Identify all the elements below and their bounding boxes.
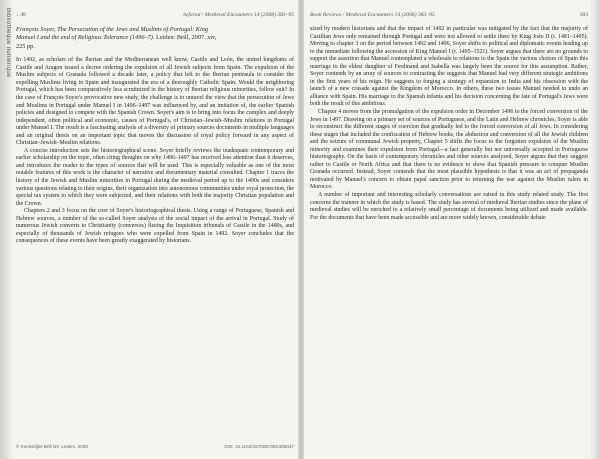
right-page <box>310 12 588 452</box>
review-author: François Soyer, <box>16 26 56 33</box>
paragraph: Chapter 4 moves from the promulgation of the expulsion order in December 1496 to the forced conversion of the Jews in 1497. Drawing on a primary set of sources of Portuguese, and the Latin and Hebrew chronicles, Soyer is able to reconstruct the different stages of coercion that gradually led to the forced conversion of all Jews. In considering these stages that included the confiscation of Hebrew books, the abduction and conversion of all the Jewish children and the seizure of communal Jewish property, Chapter 5 shifts the focus to the forgotten expulsion of the Muslim minority and examines their expulsion from Portugal—a fact generally but not universally accepted in Portuguese historiography. On the basis of contemporary chronicles and other sources analyzed, Soyer argues that they suggest rather to Castile or North Africa and that there is no evidence to show that Spanish pressure to conquer Muslim Granada occurred. Instead, Soyer contends that the most plausible hypothesis is that it was an act of propaganda motivated by Manuel's concern to obtain papal sanction prior to returning the war against the Muslim rulers in Morocco. <box>310 109 588 191</box>
running-head-right <box>310 12 588 22</box>
paragraph: Chapters 2 and 3 focus on the core of Soyer's historiographical thesis. Using a range of Portuguese, Spanish and Hebrew sources, a number of the so-called Soyer analysts of the social impact of the arrival in Portugal. Study of numerous Jewish converts to Christianity (conversos) fleeing the Inquisition tribunals of Castile in the 1480s, and especially of thousands of Jewish refugees who were expelled from Spain in 1492. Soyer concludes that the consequences of these events have been greatly exaggerated by historians. <box>16 208 294 245</box>
review-pages: xiv, 225 pp. <box>16 34 217 50</box>
paragraph: A number of important and interesting scholarly conversations are raised in this study related study. The first concerns the manner in which the study is based. The study has several of medieval Iberian studies since the plane of medieval studies will be enriched to a relatively small percentage of documents being utilized and made available. For the documents that have been made accessible and are more widely known, considerable debate <box>310 192 588 221</box>
spine-label: Bibliothèque numérique <box>5 8 11 78</box>
page-footer-left <box>16 444 294 452</box>
left-page <box>16 12 294 452</box>
page-number: ↓ 48 <box>16 12 26 18</box>
book-gutter <box>298 0 304 459</box>
doi-label: DOI: 10.1163/157006708X366047 <box>224 444 294 449</box>
paragraph: sized by modern historians and that the impact of 1492 in particular was mitigated by the fact that the majority of Castilian Jews only remained through Portugal and were not allowed to settle there by King João II (r. 1481–1495). Moving to chapter 3 on the period between 1492 and 1496, Soyer shifts to political and diplomatic events leading up to the immediate following the accession of King Manuel I (r. 1495–1521). Soyer argues that there are no grounds to support the assertion that Manuel contemplated a wholesale to relations to the Spain the various choices of Spain this marriage to the eldest daughter of Ferdinand and Isabella was largely been the source for this assumption. Rather, Soyer contends by an array of sources to contrasting the suggests that Manuel had very different strategic ambitions in the first years of his reign. He suggests to forging a strategy of expansion to India and his obsession with the launch of a new crusade against the Kingdom of Morocco. In others, these two issues Manuel needed to undo an alliance with Spain. His marriage to the Spanish infanta and his decision concerning the fate of Portugal's Jews were both the result of this ambitious. <box>310 26 588 108</box>
paragraph: A concise introduction sets the historiographical scene. Soyer briefly reviews the inadequate contemporary and earlier scholarship on the topic, often citing thoughts on why 1496–1497 has received less attention than it deserves, and introduces the reader to the types of sources that will be used. This is especially valuable as one of the most notable features of this work is the character of narrative and documentary material consulted. Chapter 1 traces the history of the Jewish and Muslim minorities in Portugal during the medieval period up to the 1490s and considers various questions relating to their origins, their organization into autonomous communities under royal protection, the special tax system to which they were subjected, and their relations with both the majority Christian population and the Crown. <box>16 147 294 207</box>
page-edge-right <box>590 0 600 459</box>
review-publisher: Leiden: Brill, 2007. <box>156 34 206 42</box>
running-head-title: Book Reviews / Medieval Encounters 14 (2008) 383–95 <box>310 12 435 18</box>
running-head-title: Sefarad / Medieval Encounters 14 (2008) 383–95 <box>183 12 294 18</box>
review-citation <box>16 26 226 51</box>
page-number: 383 <box>579 12 588 18</box>
review-book-title: The Persecution of the Jews and Muslims of Portugal: King Manuel I and the end of Religious Tolerance (1496–7). <box>16 26 209 42</box>
paragraph: In 1492, as scholars of the Iberian and the Mediterranean well know, Castile and León, the united kingdoms of Castile and Aragon issued a decree ordering the expulsion of all Jewish subjects from Spain. The expulsion of the Muslim subjects of Granada followed a decade later, a policy that left to the Iberian peninsula to consider the expelling Muslims living in Spain and inaugurated the era of a thoroughly Catholic Spain. Would the neighboring Portugal, which has been comparatively less scrutinized in the history of Iberian religious minorities, follow suit? In the case of François Soyer's provocative new study, the challenge is to unravel the view that the persecution of Jews and Muslims in Portugal under Manuel I in 1496–1497 was influenced by, and an imitation of, the earlier Spanish policies and designed to compete with the Spanish Crown. Soyer's aim is to bring into focus the complex and deeply independent, often political and economic, causes of Portugal's, of Christian–Jewish–Muslim relations in Portugal under Manuel I. The result is a fascinating analysis of a diversity of primary sources documents in multiple languages and an original thesis on an important topic that moves the discussion of royal policy forward in any aspect of Christian–Jewish–Muslim relations. <box>16 57 294 147</box>
running-head-left <box>16 12 294 22</box>
copyright-notice: © Koninklijke Brill NV, Leiden, 2008 <box>16 444 88 449</box>
